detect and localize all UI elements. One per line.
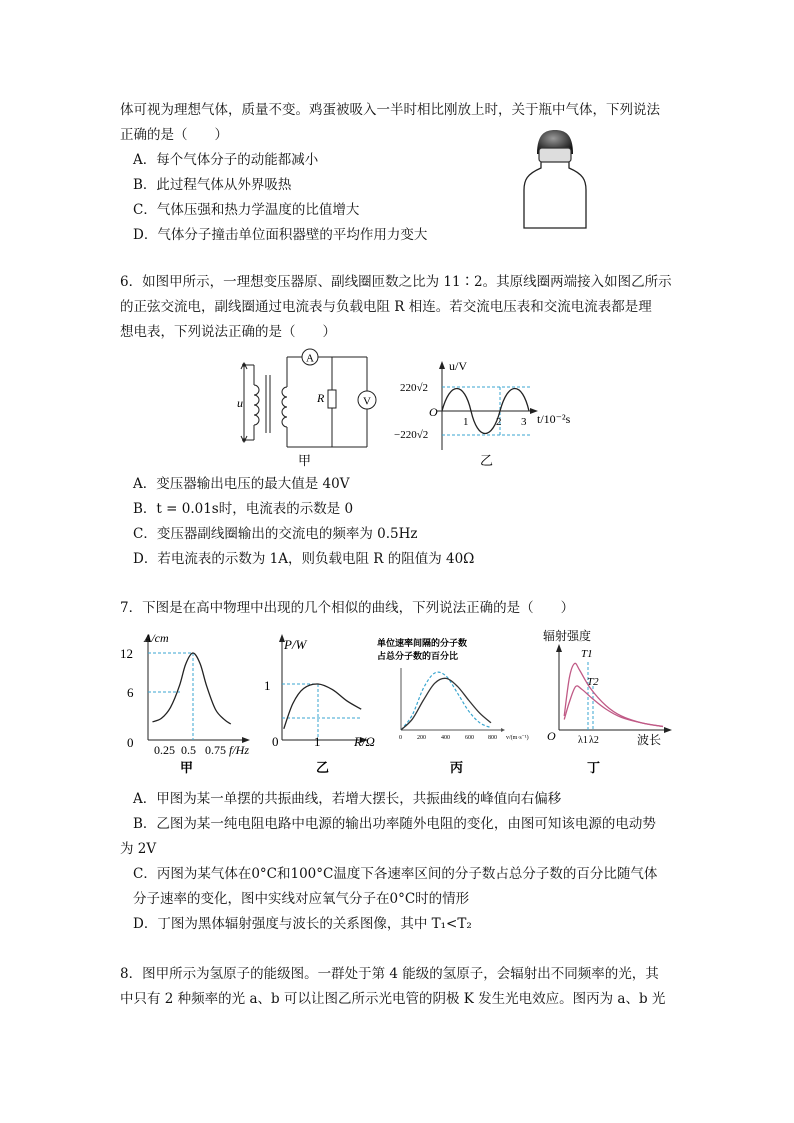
resistor-icon (328, 390, 336, 408)
chart-bing-solid-curve (401, 678, 491, 730)
chart-jia-title: 甲 (180, 760, 194, 775)
chart-jia-xtick-025: 0.25 (154, 743, 175, 757)
chart-ding-label-l1: λ1 (578, 735, 588, 746)
q7-option-a: A．甲图为某一单摆的共振曲线，若增大摆长，共振曲线的峰值向右偏移 (133, 791, 562, 807)
chart-ding-label-t2: T2 (587, 676, 599, 688)
q7-option-b-line1: B．乙图为某一纯电阻电路中电源的输出功率随外电阻的变化，由图可知该电源的电动势 (133, 816, 656, 832)
chart-jia-xtick-075: 0.75 (205, 743, 226, 757)
x-axis-label: t/10⁻²s (537, 412, 571, 426)
q5-line1: 体可视为理想气体，质量不变。鸡蛋被吸入一半时相比刚放上时，关于瓶中气体，下列说法 (120, 102, 660, 118)
chart-yi-ytick-1: 1 (264, 678, 271, 693)
chart-bing-xtick-0: 0 (399, 735, 402, 741)
chart-jia-origin: 0 (127, 735, 134, 750)
chart-bing-xtick-800: 800 (488, 735, 497, 741)
q5-line2: 正确的是（ ） (120, 127, 228, 143)
q7-option-c-line1: C．丙图为某气体在0°C和100°C温度下各速率区间的分子数占总分子数的百分比随气体 (133, 866, 658, 882)
q7-option-d: D．丁图为黑体辐射强度与波长的关系图像，其中 T₁<T₂ (133, 916, 472, 932)
chart-bing-xtick-600: 600 (465, 735, 474, 741)
chart-ding (535, 626, 675, 776)
chart-bing-dashed-curve (401, 672, 491, 730)
chart-yi-origin: 0 (272, 734, 279, 749)
q6-line3: 想电表，下列说法正确的是（ ） (120, 324, 336, 340)
y-max-label: 220√2 (400, 382, 429, 394)
voltmeter-label: V (363, 395, 371, 408)
chart-ding-label-t1: T1 (581, 648, 593, 660)
chart-bing-xtick-400: 400 (441, 735, 450, 741)
chart-ding-ylabel: 辐射强度 (543, 629, 592, 643)
chart-ding-origin: O (547, 729, 556, 743)
chart-bing-xlabel: v/(m·s⁻¹) (506, 735, 529, 741)
circuit-u-label: u (237, 396, 243, 410)
q5-option-b: B．此过程气体从外界吸热 (133, 177, 292, 193)
q6-line1: 6．如图甲所示，一理想变压器原、副线圈匝数之比为 11∶2。其原线圈两端接入如图乙所示 (120, 274, 672, 290)
chart-jia (118, 628, 268, 776)
chart-bing-header2: 占总分子数的百分比 (377, 651, 459, 661)
ammeter-label: A (306, 352, 314, 365)
chart-yi-xlabel: R/Ω (354, 734, 375, 749)
ac-voltage-graph (392, 355, 587, 473)
chart-ding-xlabel: 波长 (637, 733, 662, 747)
q8-line1: 8．图甲所示为氢原子的能级图。一群处于第 4 能级的氢原子，会辐射出不同频率的光，其 (120, 966, 659, 982)
y-axis-label: u/V (449, 359, 467, 373)
q6-option-b: B．t = 0.01s时，电流表的示数是 0 (133, 501, 354, 517)
chart-bing-header1: 单位速率间隔的分子数 (377, 638, 468, 648)
q5-option-c: C．气体压强和热力学温度的比值增大 (133, 202, 360, 218)
chart-yi-title: 乙 (316, 760, 330, 775)
q6-line2: 的正弦交流电，副线圈通过电流表与负载电阻 R 相连。若交流电压表和交流电流表都是理 (120, 299, 652, 315)
q6-option-a: A．变压器输出电压的最大值是 40V (133, 476, 350, 492)
chart-jia-ytick-6: 6 (127, 685, 134, 700)
q8-line2: 中只有 2 种频率的光 a、b 可以让图乙所示光电管的阴极 K 发生光电效应。图丙为 a、b 光 (120, 991, 666, 1007)
chart-jia-curve (153, 653, 231, 724)
figure-caption-jia: 甲 (298, 453, 312, 468)
x-tick-3: 3 (521, 416, 527, 428)
chart-yi-xtick-1: 1 (314, 734, 321, 749)
q6-option-d: D．若电流表的示数为 1A，则负载电阻 R 的阻值为 40Ω (133, 551, 475, 567)
x-tick-1: 1 (463, 416, 469, 428)
q5-option-a: A．每个气体分子的动能都减小 (133, 152, 319, 168)
chart-yi-ylabel: P/W (284, 637, 307, 652)
resistor-r-label: R (317, 391, 325, 405)
egg-bottle-figure (515, 128, 595, 232)
x-tick-2: 2 (496, 416, 502, 428)
chart-yi-curve (284, 684, 361, 729)
chart-jia-xtick-05: 0.5 (181, 743, 196, 757)
y-min-label: −220√2 (394, 429, 429, 441)
q5-option-d: D．气体分子撞击单位面积器壁的平均作用力变大 (133, 227, 428, 243)
chart-bing (370, 632, 530, 776)
figure-caption-yi: 乙 (480, 453, 494, 468)
chart-bing-xtick-200: 200 (417, 735, 426, 741)
transformer-circuit-figure (232, 345, 382, 470)
q7-line1: 7．下图是在高中物理中出现的几个相似的曲线，下列说法正确的是（ ） (120, 600, 575, 616)
chart-ding-label-l2: λ2 (589, 735, 599, 746)
chart-ding-curve-t1 (564, 663, 663, 726)
q6-option-c: C．变压器副线圈输出的交流电的频率为 0.5Hz (133, 526, 418, 542)
chart-jia-xlabel: f/Hz (229, 743, 250, 757)
q7-option-c-line2: 分子速率的变化，图中实线对应氧气分子在0°C时的情形 (133, 891, 470, 907)
chart-ding-curve-t2 (564, 686, 663, 727)
chart-ding-title: 丁 (587, 760, 601, 775)
q7-option-b-line2: 为 2V (120, 841, 157, 857)
chart-bing-title: 丙 (450, 760, 464, 775)
chart-jia-ylabel: A/cm (144, 631, 169, 645)
origin-label: O (429, 405, 438, 419)
chart-jia-ytick-12: 12 (120, 646, 133, 661)
